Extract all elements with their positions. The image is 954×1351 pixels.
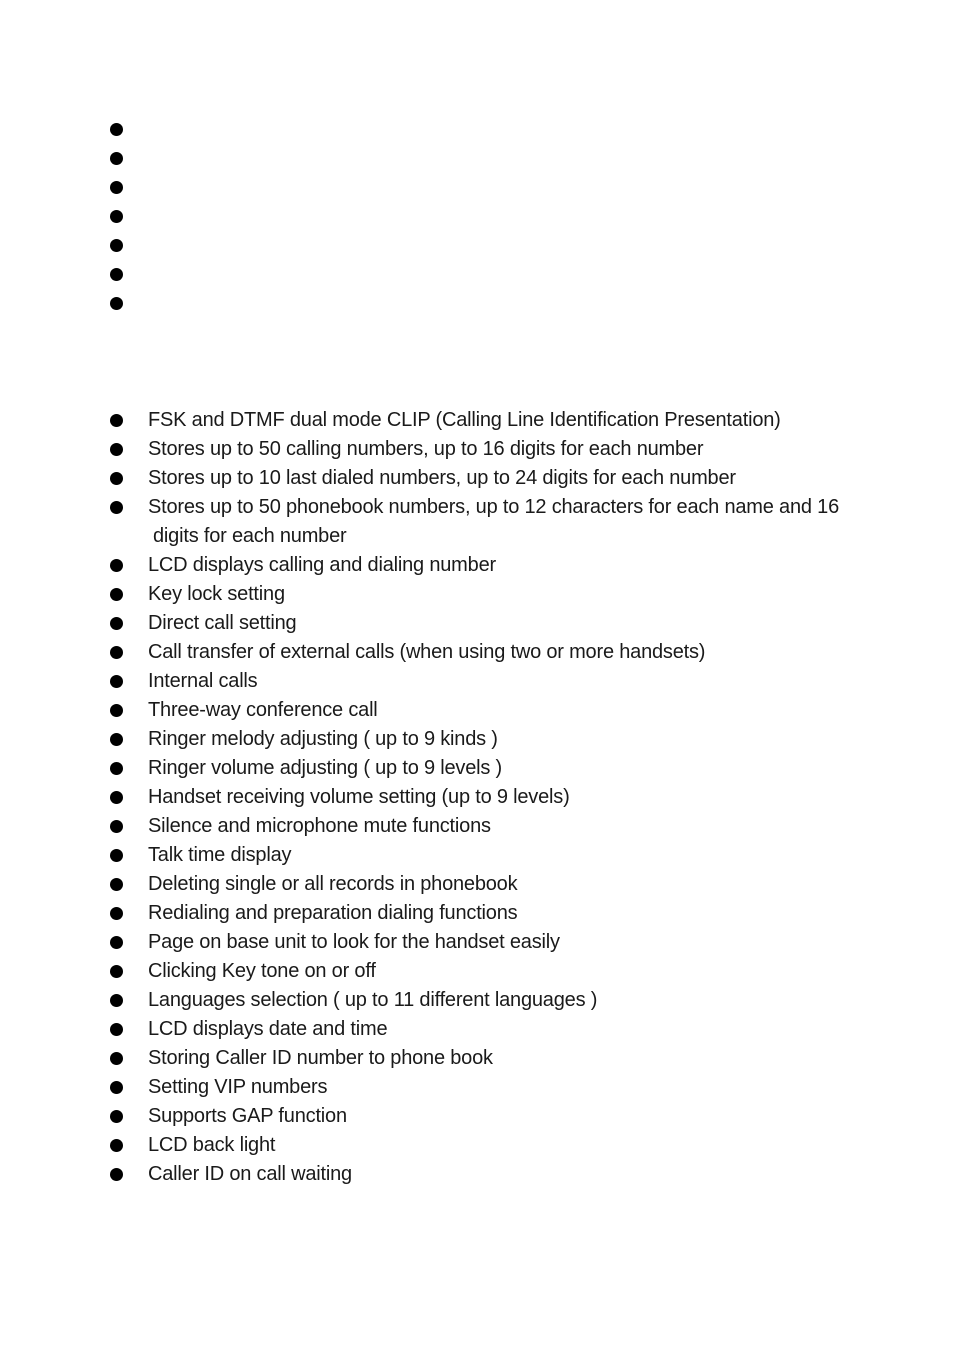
bullet-icon [110, 443, 123, 456]
bullet-icon [110, 123, 123, 136]
feature-item [110, 464, 850, 493]
feature-item [110, 1044, 850, 1073]
feature-item [110, 725, 850, 754]
feature-text: Key lock setting [148, 583, 285, 605]
feature-item [110, 435, 850, 464]
feature-text: LCD displays calling and dialing number [148, 554, 496, 576]
feature-text: Page on base unit to look for the handset easily [148, 931, 560, 953]
feature-text: Setting VIP numbers [148, 1076, 328, 1098]
feature-item [110, 551, 850, 580]
feature-text: Call transfer of external calls (when using two or more handsets) [148, 641, 706, 663]
bullet-icon [110, 472, 123, 485]
bullet-icon [110, 1139, 123, 1152]
bullet-icon [110, 849, 123, 862]
bullet-icon [110, 414, 123, 427]
bullet-icon [110, 617, 123, 630]
feature-item [110, 870, 850, 899]
feature-text: Stores up to 10 last dialed numbers, up to 24 digits for each number [148, 467, 736, 489]
bullet-icon [110, 181, 123, 194]
feature-item [110, 928, 850, 957]
feature-text: LCD displays date and time [148, 1018, 388, 1040]
bullet-icon [110, 268, 123, 281]
bullet-icon [110, 210, 123, 223]
bullet-icon [110, 704, 123, 717]
feature-item [110, 783, 850, 812]
bullet-icon [110, 1052, 123, 1065]
bullet-icon [110, 733, 123, 746]
feature-text: Storing Caller ID number to phone book [148, 1047, 493, 1069]
bullet-icon [110, 1081, 123, 1094]
feature-text: Ringer volume adjusting ( up to 9 levels ) [148, 757, 503, 779]
bullet-icon [110, 559, 123, 572]
feature-text: Handset receiving volume setting (up to 9 levels) [148, 786, 570, 808]
feature-item [110, 812, 850, 841]
feature-text: Talk time display [148, 844, 292, 866]
bullet-icon [110, 965, 123, 978]
feature-item [110, 986, 850, 1015]
bullet-icon [110, 152, 123, 165]
bullet-icon [110, 1110, 123, 1123]
feature-text: Three-way conference call [148, 699, 378, 721]
feature-item [110, 1015, 850, 1044]
feature-text: FSK and DTMF dual mode CLIP (Calling Line Identification Presentation) [148, 409, 781, 431]
bullet-icon [110, 675, 123, 688]
feature-text-continuation: digits for each number [153, 525, 347, 547]
bullet-icon [110, 588, 123, 601]
feature-item [110, 580, 850, 609]
bullet-icon [110, 936, 123, 949]
feature-text: Deleting single or all records in phonebook [148, 873, 518, 895]
bullet-icon [110, 762, 123, 775]
feature-item [110, 754, 850, 783]
bullet-icon [110, 501, 123, 514]
feature-list [110, 406, 850, 1189]
feature-item [110, 841, 850, 870]
feature-item [110, 1073, 850, 1102]
feature-text: Redialing and preparation dialing functions [148, 902, 518, 924]
feature-text: Supports GAP function [148, 1105, 347, 1127]
feature-text: Ringer melody adjusting ( up to 9 kinds ) [148, 728, 498, 750]
feature-text: Internal calls [148, 670, 258, 692]
feature-item [110, 609, 850, 638]
feature-text: Caller ID on call waiting [148, 1163, 352, 1185]
feature-text: Stores up to 50 phonebook numbers, up to 12 characters for each name and 16 [148, 496, 840, 518]
feature-item [110, 406, 850, 435]
feature-text: Languages selection ( up to 11 different languages ) [148, 989, 598, 1011]
feature-text: Stores up to 50 calling numbers, up to 16 digits for each number [148, 438, 704, 460]
bullet-icon [110, 1023, 123, 1036]
bullet-icon [110, 994, 123, 1007]
feature-item [110, 899, 850, 928]
bullet-icon [110, 646, 123, 659]
bullet-icon [110, 239, 123, 252]
feature-text: LCD back light [148, 1134, 276, 1156]
bullet-icon [110, 878, 123, 891]
bullet-icon [110, 820, 123, 833]
bullet-icon [110, 907, 123, 920]
feature-item [110, 1160, 850, 1189]
feature-text: Clicking Key tone on or off [148, 960, 376, 982]
bullet-icon [110, 1168, 123, 1181]
feature-item [110, 667, 850, 696]
bullet-icon [110, 791, 123, 804]
feature-item [110, 1102, 850, 1131]
feature-text: Silence and microphone mute functions [148, 815, 491, 837]
feature-text: Direct call setting [148, 612, 297, 634]
feature-item [110, 1131, 850, 1160]
feature-item [110, 493, 850, 551]
feature-item [110, 638, 850, 667]
bullet-icon [110, 297, 123, 310]
feature-item [110, 957, 850, 986]
feature-item [110, 696, 850, 725]
